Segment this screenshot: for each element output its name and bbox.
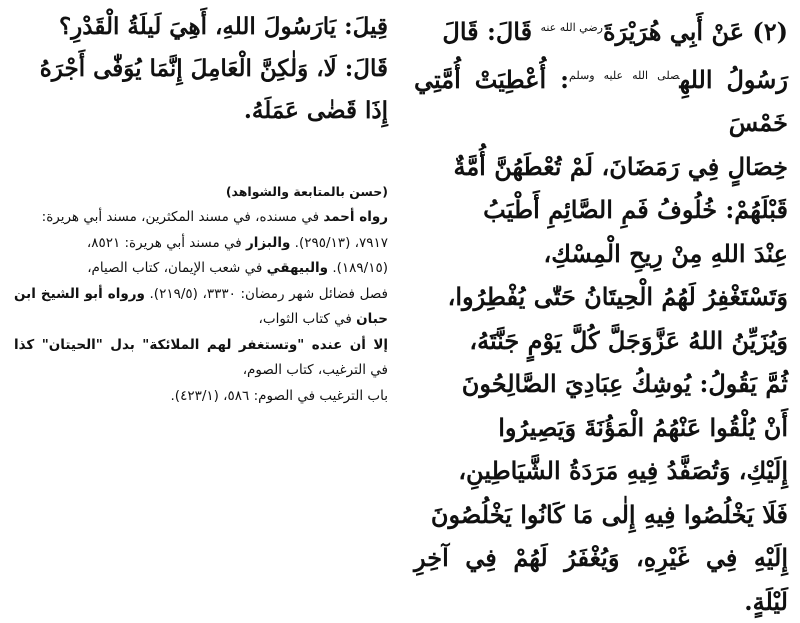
source-line-3-bold: والبزار: [245, 234, 291, 251]
source-line-1-bold: رواه أحمد: [323, 209, 388, 225]
source-line-1: [14, 205, 388, 231]
line2-start: رَسُولُ اللهِ: [679, 64, 789, 94]
source-citation: [14, 205, 388, 409]
hadith-line-3: خِصَالٍ فِي رَمَضَانَ، لَمْ تُعْطَهُنَّ أُمَّةٌ: [453, 151, 788, 181]
source-line-7-text: في كتاب الثواب،: [258, 311, 357, 327]
hadith-number: (٢): [752, 17, 788, 46]
hadith-line-2: [414, 54, 788, 145]
source-line-6: [14, 282, 388, 333]
source-line-7-bold: ورواه أبو الشيخ ابن حبان: [14, 285, 388, 327]
source-line-5-text: في شعب الإيمان، كتاب الصيام،: [87, 260, 267, 276]
source-line-1-text: في مسنده، في مسند المكثرين، مسند أبي هريرة:: [41, 209, 324, 225]
source-line-5-bold: والبيهقي: [266, 260, 329, 276]
hadith-line-4: قَبْلَهُمْ: خُلُوفُ فَمِ الصَّائِمِ أَطْيَبُ: [483, 195, 788, 224]
quote-line-3: إِذَا قَضٰى عَمَلَهُ.: [243, 97, 388, 124]
source-line-4-text: (١٨٩/١٥).: [328, 260, 388, 276]
line1-rest: قَالَ: قَالَ: [442, 17, 541, 46]
source-line-8-bold: إلا أن عنده "وتستغفر لهم الملائكة" بدل "الحيتان" كذا: [14, 336, 388, 353]
source-line-8: [14, 333, 388, 384]
source-line-3-text: في مسند أبي هريرة: ٨٥٢١،: [86, 234, 246, 251]
hadith-grade: (حسن بالمتابعة والشواهد): [225, 184, 388, 199]
narrator-blessing: رضي الله عنه: [540, 21, 603, 34]
line2-rest: : أُعْطِيَتْ أُمَّتِي خَمْسَ: [414, 64, 788, 137]
hadith-line-7: وَيُزَيِّنُ اللهُ عَزَّوَجَلَّ كُلَّ يَوْمٍ جَنَّتَهُ،: [469, 325, 788, 355]
hadith-line-6: وَتَسْتَغْفِرُ لَهُمُ الْحِيتَانُ حَتّٰى يُفْطِرُوا،: [447, 282, 788, 311]
source-line-6-text: فصل فضائل شهر رمضان: ٣٣٣٠، (٢١٩/٥).: [144, 285, 388, 302]
source-line-4: [14, 256, 388, 282]
hadith-line-9: أَنْ يُلْقُوا عَنْهُمُ الْمَؤُنَةَ وَيَصِيرُوا: [498, 412, 788, 442]
hadith-line-10: إِلَيْكِ، وَتُصَفَّدُ فِيهِ مَرَدَةُ الشَّيَاطِينِ،: [458, 456, 788, 485]
left-column: [0, 0, 400, 600]
hadith-line-8: ثُمَّ يَقُولُ: يُوشِكُ عِبَادِيَ الصَّالِحُونَ: [461, 369, 788, 398]
narrator-intro: عَنْ أَبِي هُرَيْرَةَ: [602, 17, 745, 46]
source-line-2: [14, 231, 388, 257]
hadith-line-11: فَلَا يَخْلُصُوا فِيهِ إِلٰى مَا كَانُوا يَخْلُصُونَ: [430, 499, 788, 529]
hadith-line-12: إِلَيْهِ فِي غَيْرِهِ، وَيُغْفَرُ لَهُمْ فِي آخِرِ لَيْلَةٍ.: [414, 543, 788, 616]
hadith-line-1: [414, 6, 788, 54]
quote-line-2: قَالَ: لَا، وَلٰكِنَّ الْعَامِلَ إِنَّمَا يُوَفّٰى أَجْرَهُ: [39, 55, 388, 82]
prophet-blessing: صلى الله عليه وسلم: [569, 68, 680, 82]
source-line-9: [14, 384, 388, 410]
hadith-line-5: عِنْدَ اللهِ مِنْ رِيحِ الْمِسْكِ،: [543, 238, 788, 268]
source-line-9-text: باب الترغيب في الصوم: ٥٨٦، (٤٢٣/١).: [170, 387, 388, 404]
quote-line-1: قِيلَ: يَارَسُولَ اللهِ، أَهِيَ لَيلَةُ الْقَدْرِ؟: [58, 13, 388, 40]
source-line-2-text: ٧٩١٧، (٢٩٥/١٣).: [290, 234, 388, 251]
source-line-8-text: في الترغيب، كتاب الصوم،: [242, 362, 388, 378]
right-column: [400, 0, 800, 616]
